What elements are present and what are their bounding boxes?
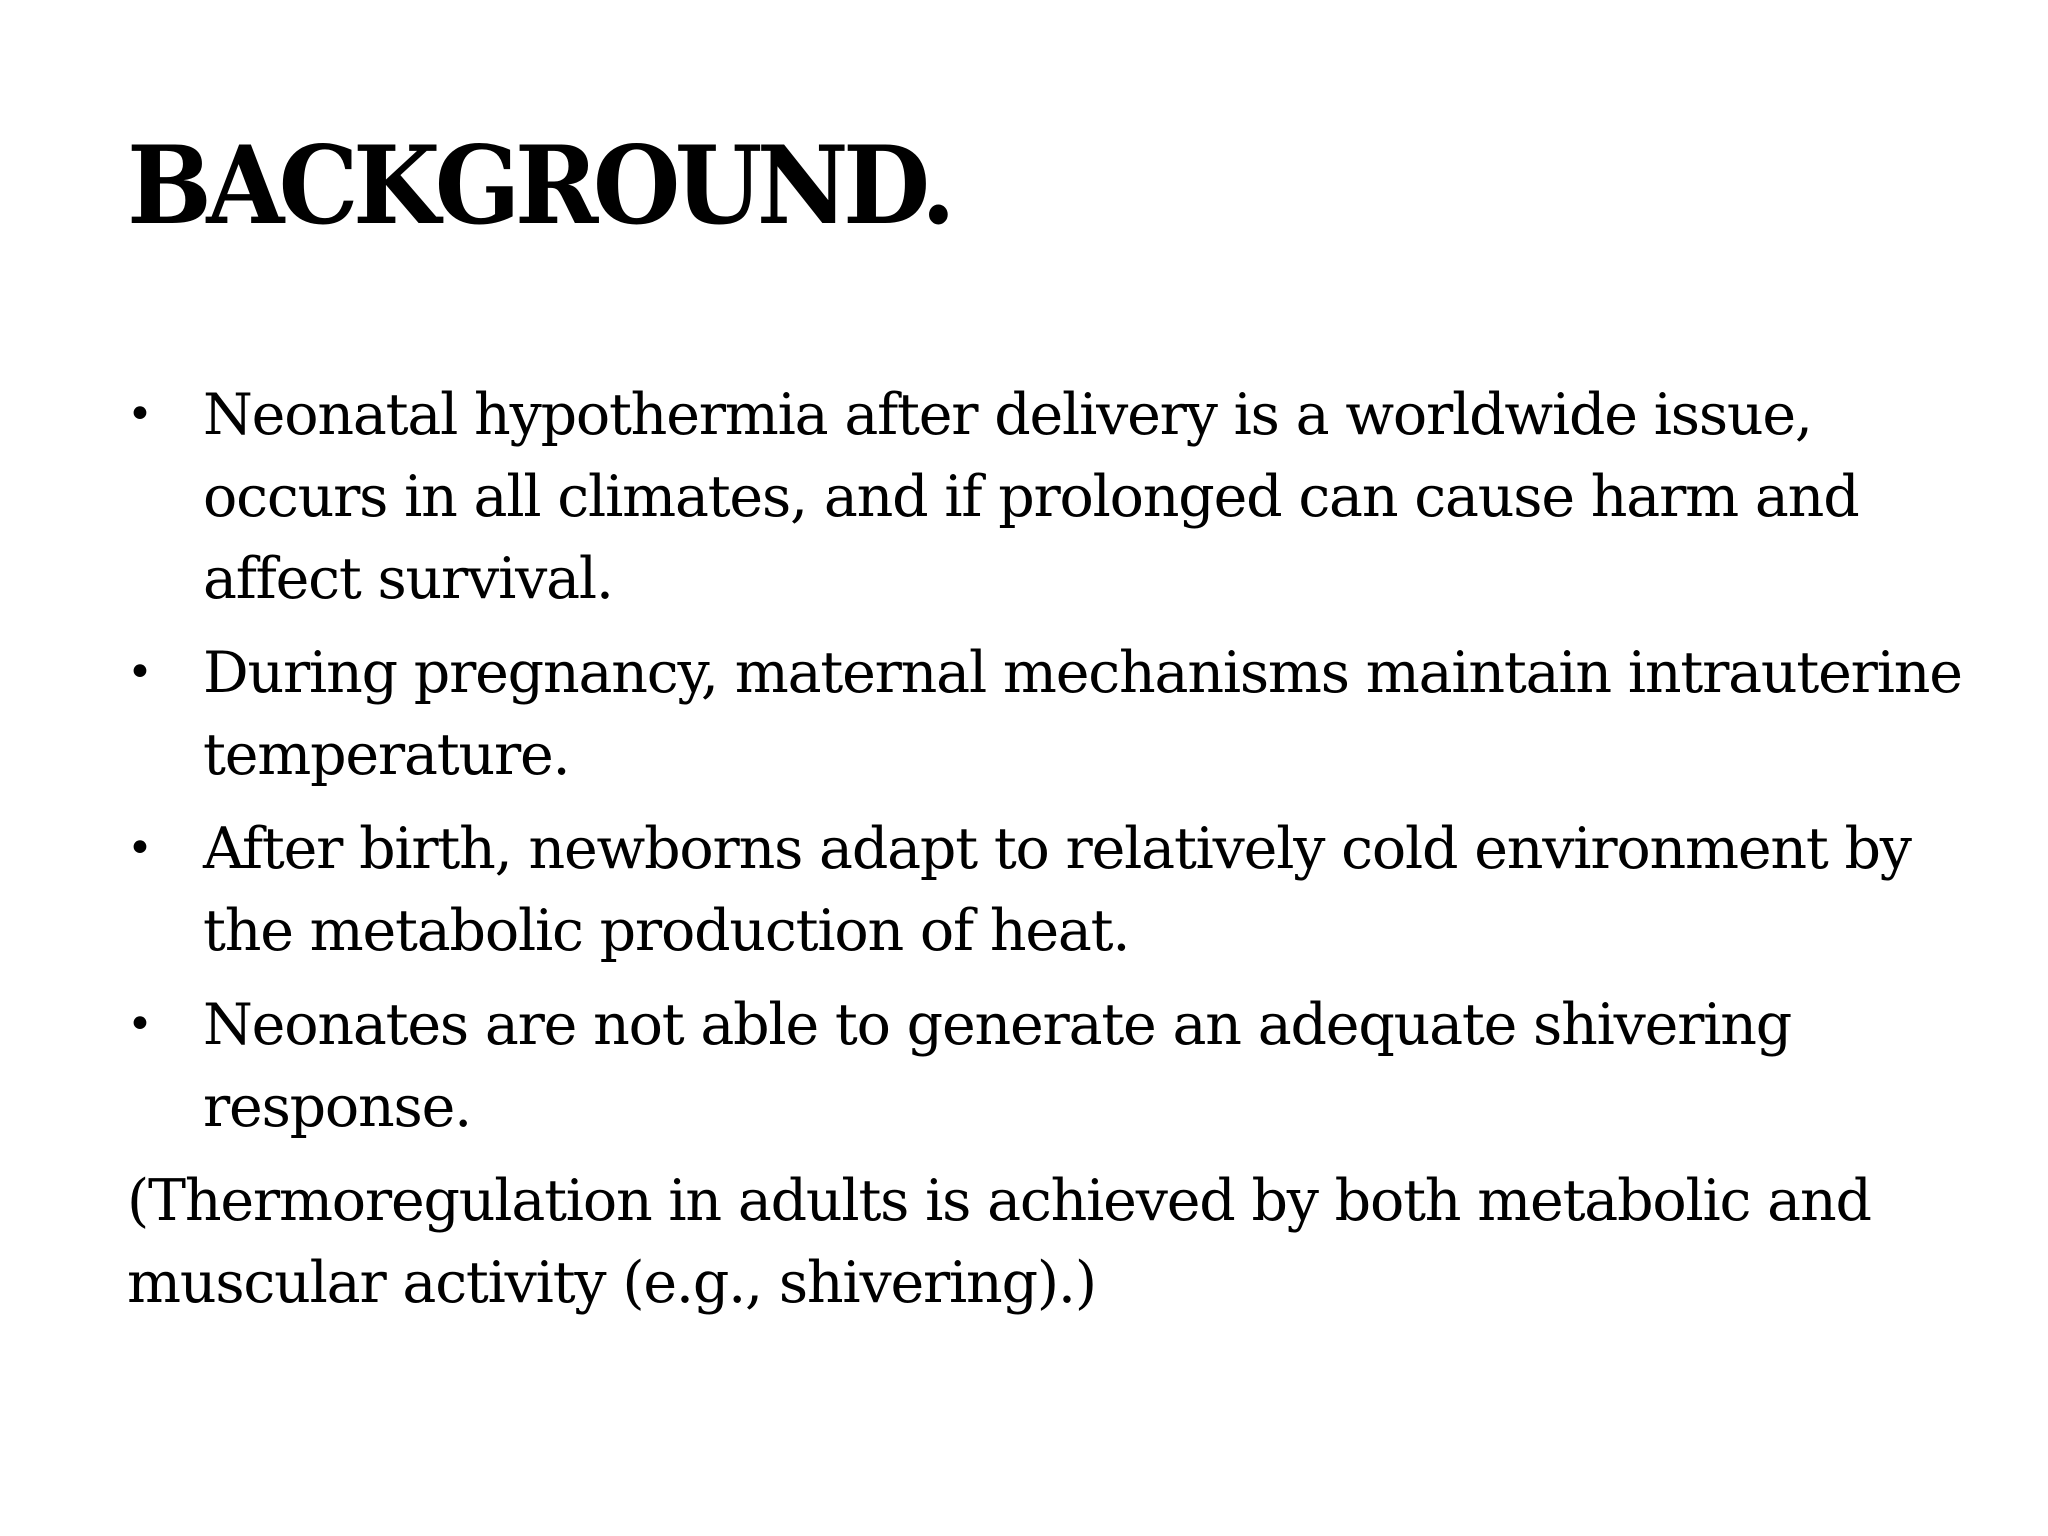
- bullet-text: After birth, newborns adapt to relatively cold environment by the metabolic production of heat.: [203, 816, 1911, 964]
- bullet-text: Neonates are not able to generate an adequate shivering response.: [203, 992, 1792, 1140]
- bullet-point-icon: •: [127, 999, 153, 1050]
- slide-content: [127, 374, 2007, 1324]
- bullet-text: Neonatal hypothermia after delivery is a worldwide issue, occurs in all climates, and if prolonged can cause harm and affect survival.: [203, 382, 1859, 612]
- bullet-point-icon: •: [127, 389, 153, 440]
- bullet-text: During pregnancy, maternal mechanisms maintain intrauterine temperature.: [203, 640, 1962, 788]
- bullet-item: [127, 984, 2007, 1148]
- thermoregulation-note: (Thermoregulation in adults is achieved by both metabolic and muscular activity (e.g., shivering).): [127, 1168, 1871, 1316]
- bullet-point-icon: •: [127, 647, 153, 698]
- bullet-item: [127, 374, 2007, 620]
- bullet-item: [127, 632, 2007, 796]
- bullet-list: [127, 374, 2007, 1148]
- bullet-point-icon: •: [127, 823, 153, 874]
- bullet-item: [127, 808, 2007, 972]
- slide-title: BACKGROUND.: [127, 123, 951, 249]
